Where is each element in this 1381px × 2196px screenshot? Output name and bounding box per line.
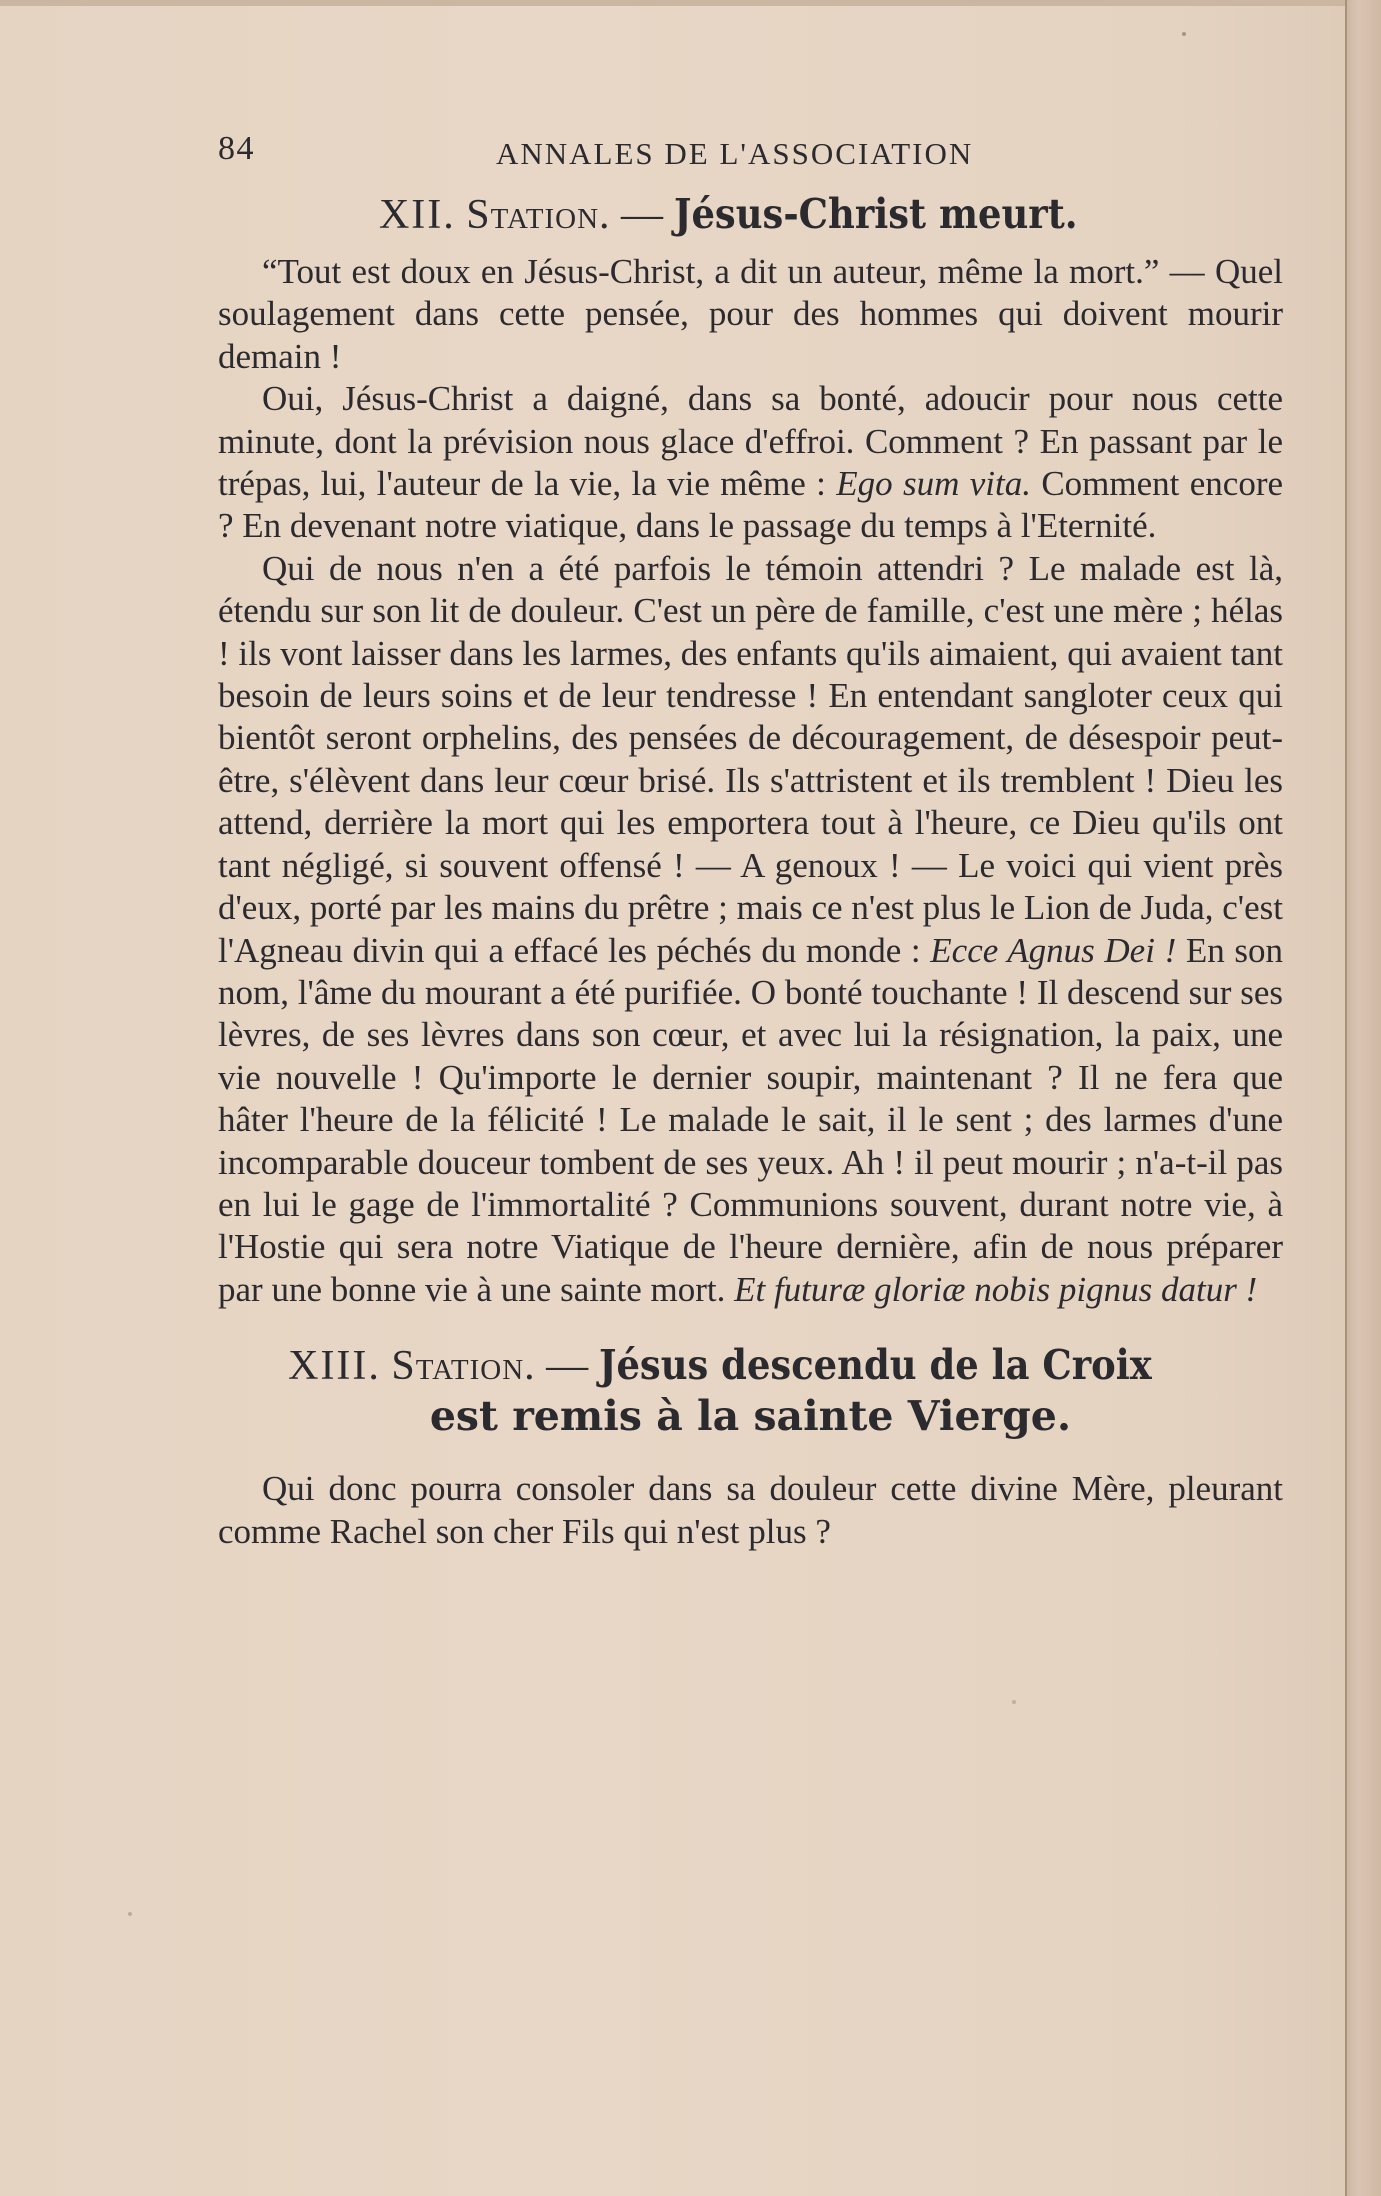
spacer	[218, 1311, 1283, 1341]
station-number: XIII.	[288, 1343, 381, 1390]
station-dash: —	[621, 192, 664, 238]
station-word: Station.	[391, 1343, 536, 1390]
station-word: Station.	[466, 192, 611, 238]
station-xiii-heading	[218, 1341, 1283, 1440]
paragraph-text: Comment encore ? En devenant notre viatique, dans le passage du temps à l'Eternité.	[218, 464, 1284, 546]
station-title: Jésus-Christ meurt.	[673, 190, 1078, 238]
paragraph-text: Oui, Jésus-Christ a daigné, dans sa bonté, adoucir pour nous cette minute, dont la prévision nous glace d'effroi. Comment ? En passant par le trépas, lui, l'auteur de la vie, la vie même :	[218, 379, 1283, 504]
spacer	[218, 1440, 1283, 1468]
station-title: Jésus descendu de la Croix	[598, 1341, 1152, 1390]
station-number: XII.	[378, 192, 456, 238]
paragraph-text: En son nom, l'âme du mourant a été purifiée. O bonté touchante ! Il descend sur ses lèvres, de ses lèvres dans son cœur, et avec lui la résignation, la paix, une vie nouvelle ! Qu'importe le dernier soupir, maintenant ? Il ne fera que hâter l'heure de la félicité ! Le malade le sait, il le sent ; des larmes d'une incomparable douceur tombent de ses yeux. Ah ! il peut mourir ; n'a-t-il pas en lui le gage de l'immortalité ? Communions souvent, durant notre vie, à l'Hostie qui sera notre Viatique de l'heure dernière, afin de nous préparer par une bonne vie à une sainte mort.	[218, 930, 1283, 1309]
latin-quote: Ecce Agnus Dei !	[930, 930, 1177, 970]
station-dash: —	[546, 1343, 589, 1390]
page-top-edge	[0, 0, 1345, 6]
paragraph-xii-3	[218, 548, 1283, 1311]
paragraph-text: Qui donc pourra consoler dans sa douleur cette divine Mère, pleurant comme Rachel son cher Fils qui n'est plus ?	[218, 1469, 1283, 1551]
spacer	[218, 239, 1283, 251]
station-xii-heading	[218, 190, 1283, 239]
paragraph-xii-1	[218, 251, 1283, 378]
paragraph-xiii-1	[218, 1468, 1283, 1553]
paper-speck	[1182, 32, 1186, 36]
paper-speck	[1012, 1700, 1016, 1704]
page-binding-edge	[1345, 0, 1381, 2196]
page-number: 84	[218, 130, 255, 167]
latin-quote: Ego sum vita.	[836, 464, 1031, 504]
paragraph-text: Qui de nous n'en a été parfois le témoin attendri ? Le malade est là, étendu sur son lit de douleur. C'est un père de famille, c'est une mère ; hélas ! ils vont laisser dans les larmes, des enfants qu'ils aimaient, qui avaient tant besoin de leurs soins et de leur tendresse ! En entendant sangloter ceux qui bientôt seront orphelins, des pensées de découragement, de désespoir peut-être, s'élèvent dans leur cœur brisé. Ils s'attristent et ils tremblent ! Dieu les attend, derrière la mort qui les emportera tout à l'heure, ce Dieu qu'ils ont tant négligé, si souvent offensé ! — A genoux ! — Le voici qui vient près d'eux, porté par les mains du prêtre ; mais ce n'est plus le Lion de Juda, c'est l'Agneau divin qui a effacé les péchés du monde :	[218, 548, 1283, 970]
page-content	[218, 130, 1283, 1553]
running-title: ANNALES DE L'ASSOCIATION	[496, 136, 974, 171]
paragraph-text: “Tout est doux en Jésus-Christ, a dit un auteur, même la mort.” — Quel soulagement dans cette pensée, pour des hommes qui doivent mourir demain !	[218, 252, 1283, 376]
paragraph-xii-2	[218, 378, 1283, 548]
paper-speck	[128, 1912, 132, 1916]
latin-quote: Et futuræ gloriæ nobis pignus datur !	[734, 1269, 1258, 1309]
running-head	[218, 130, 1283, 190]
station-title-line-2: est remis à la sainte Vierge.	[429, 1392, 1072, 1441]
